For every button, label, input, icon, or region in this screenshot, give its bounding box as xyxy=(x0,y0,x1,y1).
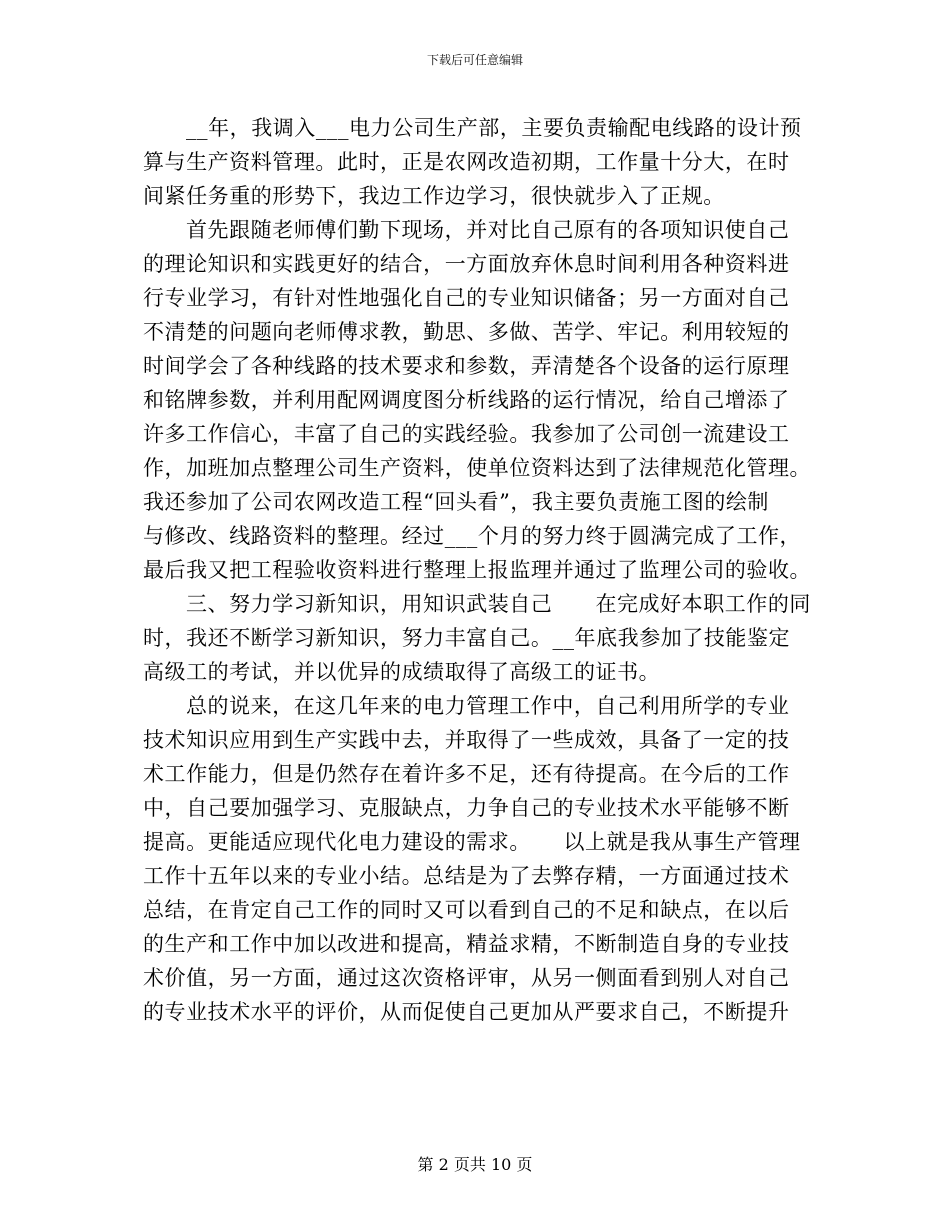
text-line: 的专业技术水平的评价，从而促使自己更加从严要求自己，不断提升 xyxy=(143,1000,790,1024)
text-line: 三、努力学习新知识，用知识武装自己 在完成好本职工作的同 xyxy=(186,592,811,616)
body-text xyxy=(143,111,812,1029)
text-line: 技术知识应用到生产实践中去，并取得了一些成效，具备了一定的技 xyxy=(143,728,790,752)
text-line: 的生产和工作中加以改进和提高，精益求精，不断制造自身的专业技 xyxy=(143,932,790,956)
text-line: 与修改、线路资料的整理。经过___个月的努力终于圆满完成了工作， xyxy=(143,524,802,548)
text-line: 首先跟随老师傅们勤下现场，并对比自己原有的各项知识使自己 xyxy=(186,218,790,242)
text-line: 工作十五年以来的专业小结。总结是为了去弊存精，一方面通过技术 xyxy=(143,864,790,888)
text-line: 的理论知识和实践更好的结合，一方面放弃休息时间利用各种资料进 xyxy=(143,252,790,276)
text-line: 间紧任务重的形势下，我边工作边学习，很快就步入了正规。 xyxy=(143,184,725,208)
text-line: 提高。更能适应现代化电力建设的需求。 以上就是我从事生产管理 xyxy=(143,830,801,854)
text-line: 中，自己要加强学习、克服缺点，力争自己的专业技术水平能够不断 xyxy=(143,796,790,820)
text-line: __年，我调入___电力公司生产部，主要负责输配电线路的设计预 xyxy=(186,116,802,140)
page-number: 第 2 页共 10 页 xyxy=(417,1155,533,1174)
text-line: 作，加班加点整理公司生产资料，使单位资料达到了法律规范化管理。 xyxy=(143,456,812,480)
text-line: 最后我又把工程验收资料进行整理上报监理并通过了监理公司的验收。 xyxy=(143,558,812,582)
page-header: 下载后可任意编辑 xyxy=(426,53,523,67)
text-line: 时间学会了各种线路的技术要求和参数，弄清楚各个设备的运行原理 xyxy=(143,354,790,378)
text-line: 总的说来，在这几年来的电力管理工作中，自己利用所学的专业 xyxy=(186,694,790,718)
text-line: 不清楚的问题向老师傅求教，勤思、多做、苦学、牢记。利用较短的 xyxy=(143,320,790,344)
text-line: 许多工作信心，丰富了自己的实践经验。我参加了公司创一流建设工 xyxy=(143,422,790,446)
text-line: 术工作能力，但是仍然存在着许多不足，还有待提高。在今后的工作 xyxy=(143,762,790,786)
text-line: 算与生产资料管理。此时，正是农网改造初期，工作量十分大，在时 xyxy=(143,150,790,174)
text-line: 高级工的考试，并以优异的成绩取得了高级工的证书。 xyxy=(143,660,661,684)
text-line: 我还参加了公司农网改造工程“回头看”，我主要负责施工图的绘制 xyxy=(143,490,769,514)
text-line: 术价值，另一方面，通过这次资格评审，从另一侧面看到别人对自己 xyxy=(143,966,790,990)
text-line: 时，我还不断学习新知识，努力丰富自己。__年底我参加了技能鉴定 xyxy=(143,626,791,650)
text-line: 总结，在肯定自己工作的同时又可以看到自己的不足和缺点，在以后 xyxy=(143,898,790,922)
text-line: 和铭牌参数，并利用配网调度图分析线路的运行情况，给自己增添了 xyxy=(143,388,790,412)
text-line: 行专业学习，有针对性地强化自己的专业知识储备；另一方面对自己 xyxy=(143,286,790,310)
